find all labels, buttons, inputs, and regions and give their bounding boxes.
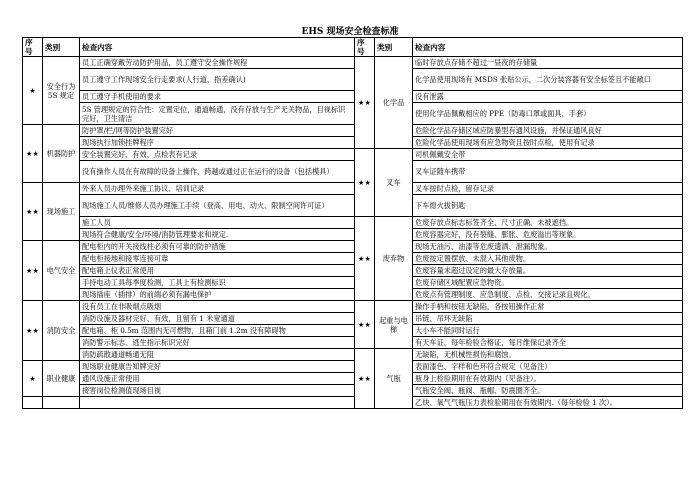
category-label: 安全行为 5S 规定 <box>43 57 80 125</box>
category-label-right: 化学品 <box>375 57 413 149</box>
check-item: 外来人员办理外来施工协议、培训记录 <box>80 183 355 195</box>
header-category-right: 类别 <box>375 38 413 57</box>
header-seq: 序号 <box>23 38 43 57</box>
check-item: 员工正确穿戴劳动防护用品，员工遵守安全操作规程 <box>80 57 355 69</box>
empty-cell <box>23 397 43 409</box>
table-row <box>23 253 683 265</box>
check-item-right: 临时存放点存储不超过一昼夜的存储量 <box>413 57 683 69</box>
check-item-right: 化学品使用现场有 MSDS 张贴公示，二次分装容器有安全标签且不能敞口 <box>413 69 683 91</box>
seq-mark: ★★ <box>23 125 43 183</box>
check-item-right: 危废点有管理制度、应急制度、点检、交接记录且规化。 <box>413 289 683 301</box>
check-item: 接害岗位检测值现场目视 <box>80 385 355 397</box>
table-row <box>23 217 683 229</box>
check-item-right: 使用化学品佩戴相应的 PPE（防毒口罩或面具，手套） <box>413 103 683 125</box>
check-item-right: 危废按定置摆放、未混入其他废物。 <box>413 253 683 265</box>
table-row <box>23 91 683 103</box>
table-row <box>23 349 683 361</box>
table-row <box>23 265 683 277</box>
check-item: 消防警示标志、逃生指示标识完好 <box>80 337 355 349</box>
check-item: 5S 管理规定的符合性：定置定位，通道畅通，没有存放与生产无关物品，目视标识完好，卫生清洁 <box>80 103 355 125</box>
table-row <box>23 229 683 241</box>
category-label: 职业健康 <box>43 361 80 397</box>
seq-mark: ★★ <box>23 183 43 241</box>
table-row <box>23 161 683 183</box>
category-label-right: 废弃物 <box>375 217 413 301</box>
seq-mark-right: ★★ <box>355 149 375 217</box>
inspection-table <box>22 37 683 409</box>
table-row <box>23 137 683 149</box>
header-seq-right: 序号 <box>355 38 375 57</box>
category-label: 消防安全 <box>43 301 80 361</box>
check-item: 现场施工人员/维修人员办理施工手续（登高、用电、动火、限制空间许可证） <box>80 195 355 217</box>
check-item: 消防设施及器材完好、有效，且留有 1 米宽通道 <box>80 313 355 325</box>
check-item-right: 瓶身上检验期用在有效期内（见备注）。 <box>413 373 683 385</box>
seq-mark-right: ★★ <box>355 217 375 301</box>
check-item-right: 叉车证随车携带 <box>413 161 683 183</box>
check-item: 现场符合健康/安全/环境/消防管理要求和规定. <box>80 229 355 241</box>
check-item-right: 叉车按时点检，留存记录 <box>413 183 683 195</box>
check-item-right: 危险化学品使用现场有应急物资且按时点检，使用有记录 <box>413 137 683 149</box>
category-label: 电气安全 <box>43 241 80 301</box>
check-item-right: 表面漆色、字样和色环符合规定（见备注） <box>413 361 683 373</box>
check-item-right: 吊链、吊环无缺陷 <box>413 313 683 325</box>
seq-mark: ★ <box>23 361 43 397</box>
table-row <box>23 69 683 91</box>
check-item: 配电箱上仪表正常使用 <box>80 265 355 277</box>
check-item-right: 危废容量未超过设定的最大存放量。 <box>413 265 683 277</box>
table-row <box>23 337 683 349</box>
check-item-right: 下车熄火拔钥匙 <box>413 195 683 217</box>
header-row <box>23 38 683 57</box>
table-row <box>23 397 683 409</box>
table-row <box>23 373 683 385</box>
seq-mark-right: ★★ <box>355 349 375 409</box>
header-category: 类别 <box>43 38 80 57</box>
seq-mark: ★★ <box>23 301 43 361</box>
table-row <box>23 57 683 69</box>
category-label: 机器防护 <box>43 125 80 183</box>
check-item: 配电柜内的开关接线柱必须有可靠的防护措施 <box>80 241 355 253</box>
table-row <box>23 149 683 161</box>
check-item: 安全装置完好、有效，点检表有记录 <box>80 149 355 161</box>
check-item: 消防疏散通道畅通无阻 <box>80 349 355 361</box>
check-item-right: 没有泄露 <box>413 91 683 103</box>
category-label-right: 气瓶 <box>375 349 413 409</box>
check-item-right: 有天车证，每年检验合格证，每月维保记录齐全 <box>413 337 683 349</box>
page-title: EHS 现场安全检查标准 <box>301 27 399 37</box>
check-item-right: 乙炔、氧气气瓶压力表检验期用在有效期内.（每年检验 1 次）。 <box>413 397 683 409</box>
table-row <box>23 241 683 253</box>
table-row <box>23 301 683 313</box>
table-row <box>23 385 683 397</box>
header-content: 检查内容 <box>80 38 355 57</box>
seq-mark: ★ <box>23 57 43 125</box>
category-label-right: 起重与电梯 <box>375 301 413 349</box>
check-item-right: 危废存储区域配置应急物资。 <box>413 277 683 289</box>
check-item: 防护罩/栏/网等防护装置完好 <box>80 125 355 137</box>
check-item: 配电柜接地和接零连接可靠 <box>80 253 355 265</box>
check-item: 员工遵守工作现场安全行走要求(人行道、指差确认) <box>80 69 355 91</box>
category-label: 现场施工 <box>43 183 80 241</box>
check-item: 没有员工在非吸烟点吸烟 <box>80 301 355 313</box>
check-item: 现场插座（插排）的前端必须有漏电保护 <box>80 289 355 301</box>
seq-mark: ★★ <box>23 241 43 301</box>
table-row <box>23 195 683 217</box>
check-item-right: 危废容器完好，没有裂缝、膨胀、危废溢出等现象。 <box>413 229 683 241</box>
category-label-right: 叉车 <box>375 149 413 217</box>
check-item: 手持电动工具每季度检测，工具上有检测标识 <box>80 277 355 289</box>
empty-cell <box>80 397 355 409</box>
check-item-right: 司机佩戴安全带 <box>413 149 683 161</box>
seq-mark-right: ★★ <box>355 301 375 349</box>
check-item-right: 操作手柄和按钮无缺陷，各按钮操作正常 <box>413 301 683 313</box>
check-item-right: 大小车不能同时运行 <box>413 325 683 337</box>
check-item-right: 现场无油污、油漆等危废遗洒、泄漏现象。 <box>413 241 683 253</box>
table-row <box>23 361 683 373</box>
check-item: 配电箱、柜 0.5m 范围内无可燃物，且箱门前 1.2m 没有障碍物 <box>80 325 355 337</box>
check-item-right: 无缺陷，无机械性损伤和腐蚀。 <box>413 349 683 361</box>
empty-cell <box>43 397 80 409</box>
table-row <box>23 313 683 325</box>
check-item: 现场职业健康告知牌完好 <box>80 361 355 373</box>
table-row <box>23 289 683 301</box>
check-item-right: 危险化学品存储区域应防暴型有通风设施，并保证通风良好 <box>413 125 683 137</box>
table-row <box>23 103 683 125</box>
check-item-right: 危废存放点标志标签齐全、尺寸正确、未被遮挡。 <box>413 217 683 229</box>
header-content-right: 检查内容 <box>413 38 683 57</box>
check-item: 员工遵守手机使用的要求 <box>80 91 355 103</box>
check-item: 没有操作人员在有故障的设备上操作、跨越或通过正在运行的设备（包括模具） <box>80 161 355 183</box>
table-row <box>23 277 683 289</box>
check-item-right: 气瓶安全阀、瓶阀、瓶帽、防震圈齐全。 <box>413 385 683 397</box>
check-item: 现场执行加锁挂牌程序 <box>80 137 355 149</box>
check-item: 通风设施正常使用 <box>80 373 355 385</box>
seq-mark-right: ★★ <box>355 57 375 149</box>
table-row <box>23 125 683 137</box>
table-row <box>23 183 683 195</box>
table-row <box>23 325 683 337</box>
check-item: 施工人员 <box>80 217 355 229</box>
